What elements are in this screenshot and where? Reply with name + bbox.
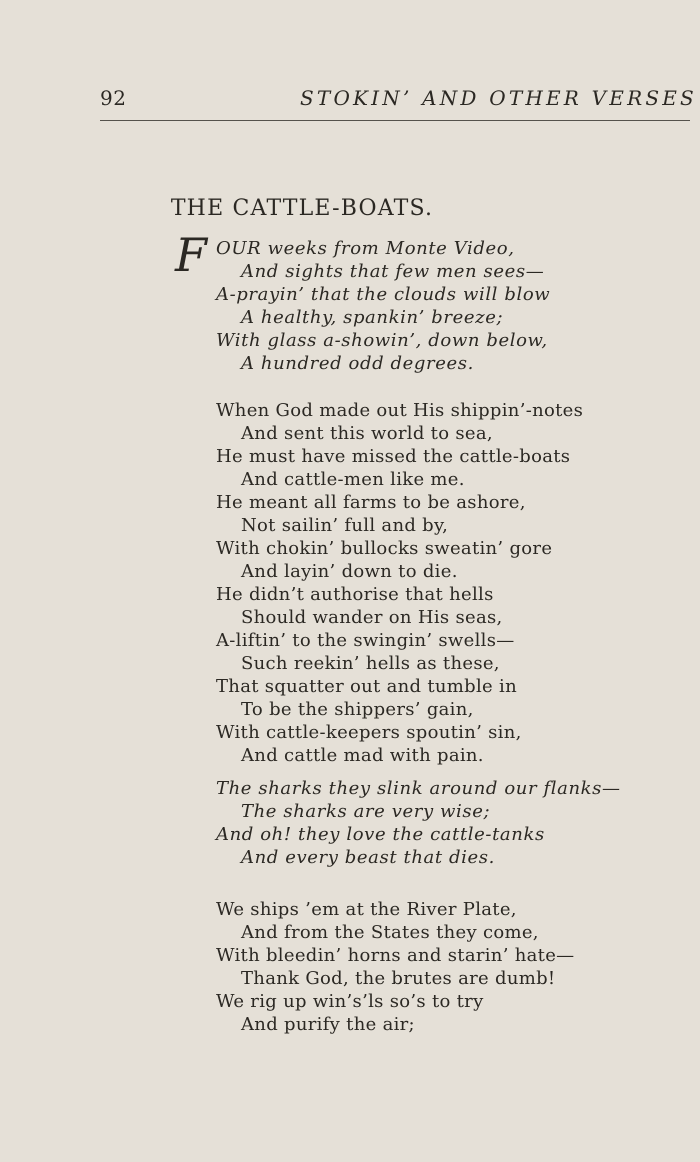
poem-line: Thank God, the brutes are dumb! <box>241 968 556 989</box>
poem-line: We rig up win’s’ls so’s to try <box>216 991 484 1012</box>
poem-line: And oh! they love the cattle-tanks <box>216 824 545 845</box>
poem-line: With cattle-keepers spoutin’ sin, <box>216 722 522 743</box>
running-title: STOKIN’ AND OTHER VERSES <box>300 86 697 110</box>
poem-line: He didn’t authorise that hells <box>216 584 494 605</box>
poem-line: A hundred odd degrees. <box>241 353 474 374</box>
poem-line: Such reekin’ hells as these, <box>241 653 500 674</box>
poem-line: We ships ’em at the River Plate, <box>216 899 517 920</box>
poem-line: And sent this world to sea, <box>241 423 493 444</box>
poem-line: With bleedin’ horns and starin’ hate— <box>216 945 575 966</box>
poem-line: When God made out His shippin’-notes <box>216 400 584 421</box>
poem-line: And sights that few men sees— <box>241 261 545 282</box>
poem-line: And cattle-men like me. <box>241 469 465 490</box>
poem-line: And every beast that dies. <box>241 847 495 868</box>
page-number: 92 <box>100 86 127 110</box>
page-header <box>100 86 697 114</box>
poem-line: With glass a-showin’, down below, <box>216 330 548 351</box>
drop-cap: F <box>175 228 207 282</box>
poem-line: And purify the air; <box>241 1014 415 1035</box>
header-rule <box>100 120 690 121</box>
poem-line: OUR weeks from Monte Video, <box>216 238 515 259</box>
poem-line: He meant all farms to be ashore, <box>216 492 526 513</box>
poem-line: With chokin’ bullocks sweatin’ gore <box>216 538 553 559</box>
poem-title: THE CATTLE-BOATS. <box>170 196 434 221</box>
poem-line: And from the States they come, <box>241 922 539 943</box>
poem-line: That squatter out and tumble in <box>216 676 517 697</box>
poem-line: A-prayin’ that the clouds will blow <box>216 284 551 305</box>
poem-line: To be the shippers’ gain, <box>241 699 474 720</box>
poem-line: He must have missed the cattle-boats <box>216 446 571 467</box>
poem-line: And cattle mad with pain. <box>241 745 484 766</box>
poem-line: The sharks they slink around our flanks— <box>216 778 621 799</box>
poem-line: The sharks are very wise; <box>241 801 491 822</box>
poem-line: Not sailin’ full and by, <box>241 515 449 536</box>
poem-line: Should wander on His seas, <box>241 607 503 628</box>
poem-line: And layin’ down to die. <box>241 561 458 582</box>
poem-line: A healthy, spankin’ breeze; <box>241 307 504 328</box>
poem-line: A-liftin’ to the swingin’ swells— <box>216 630 515 651</box>
